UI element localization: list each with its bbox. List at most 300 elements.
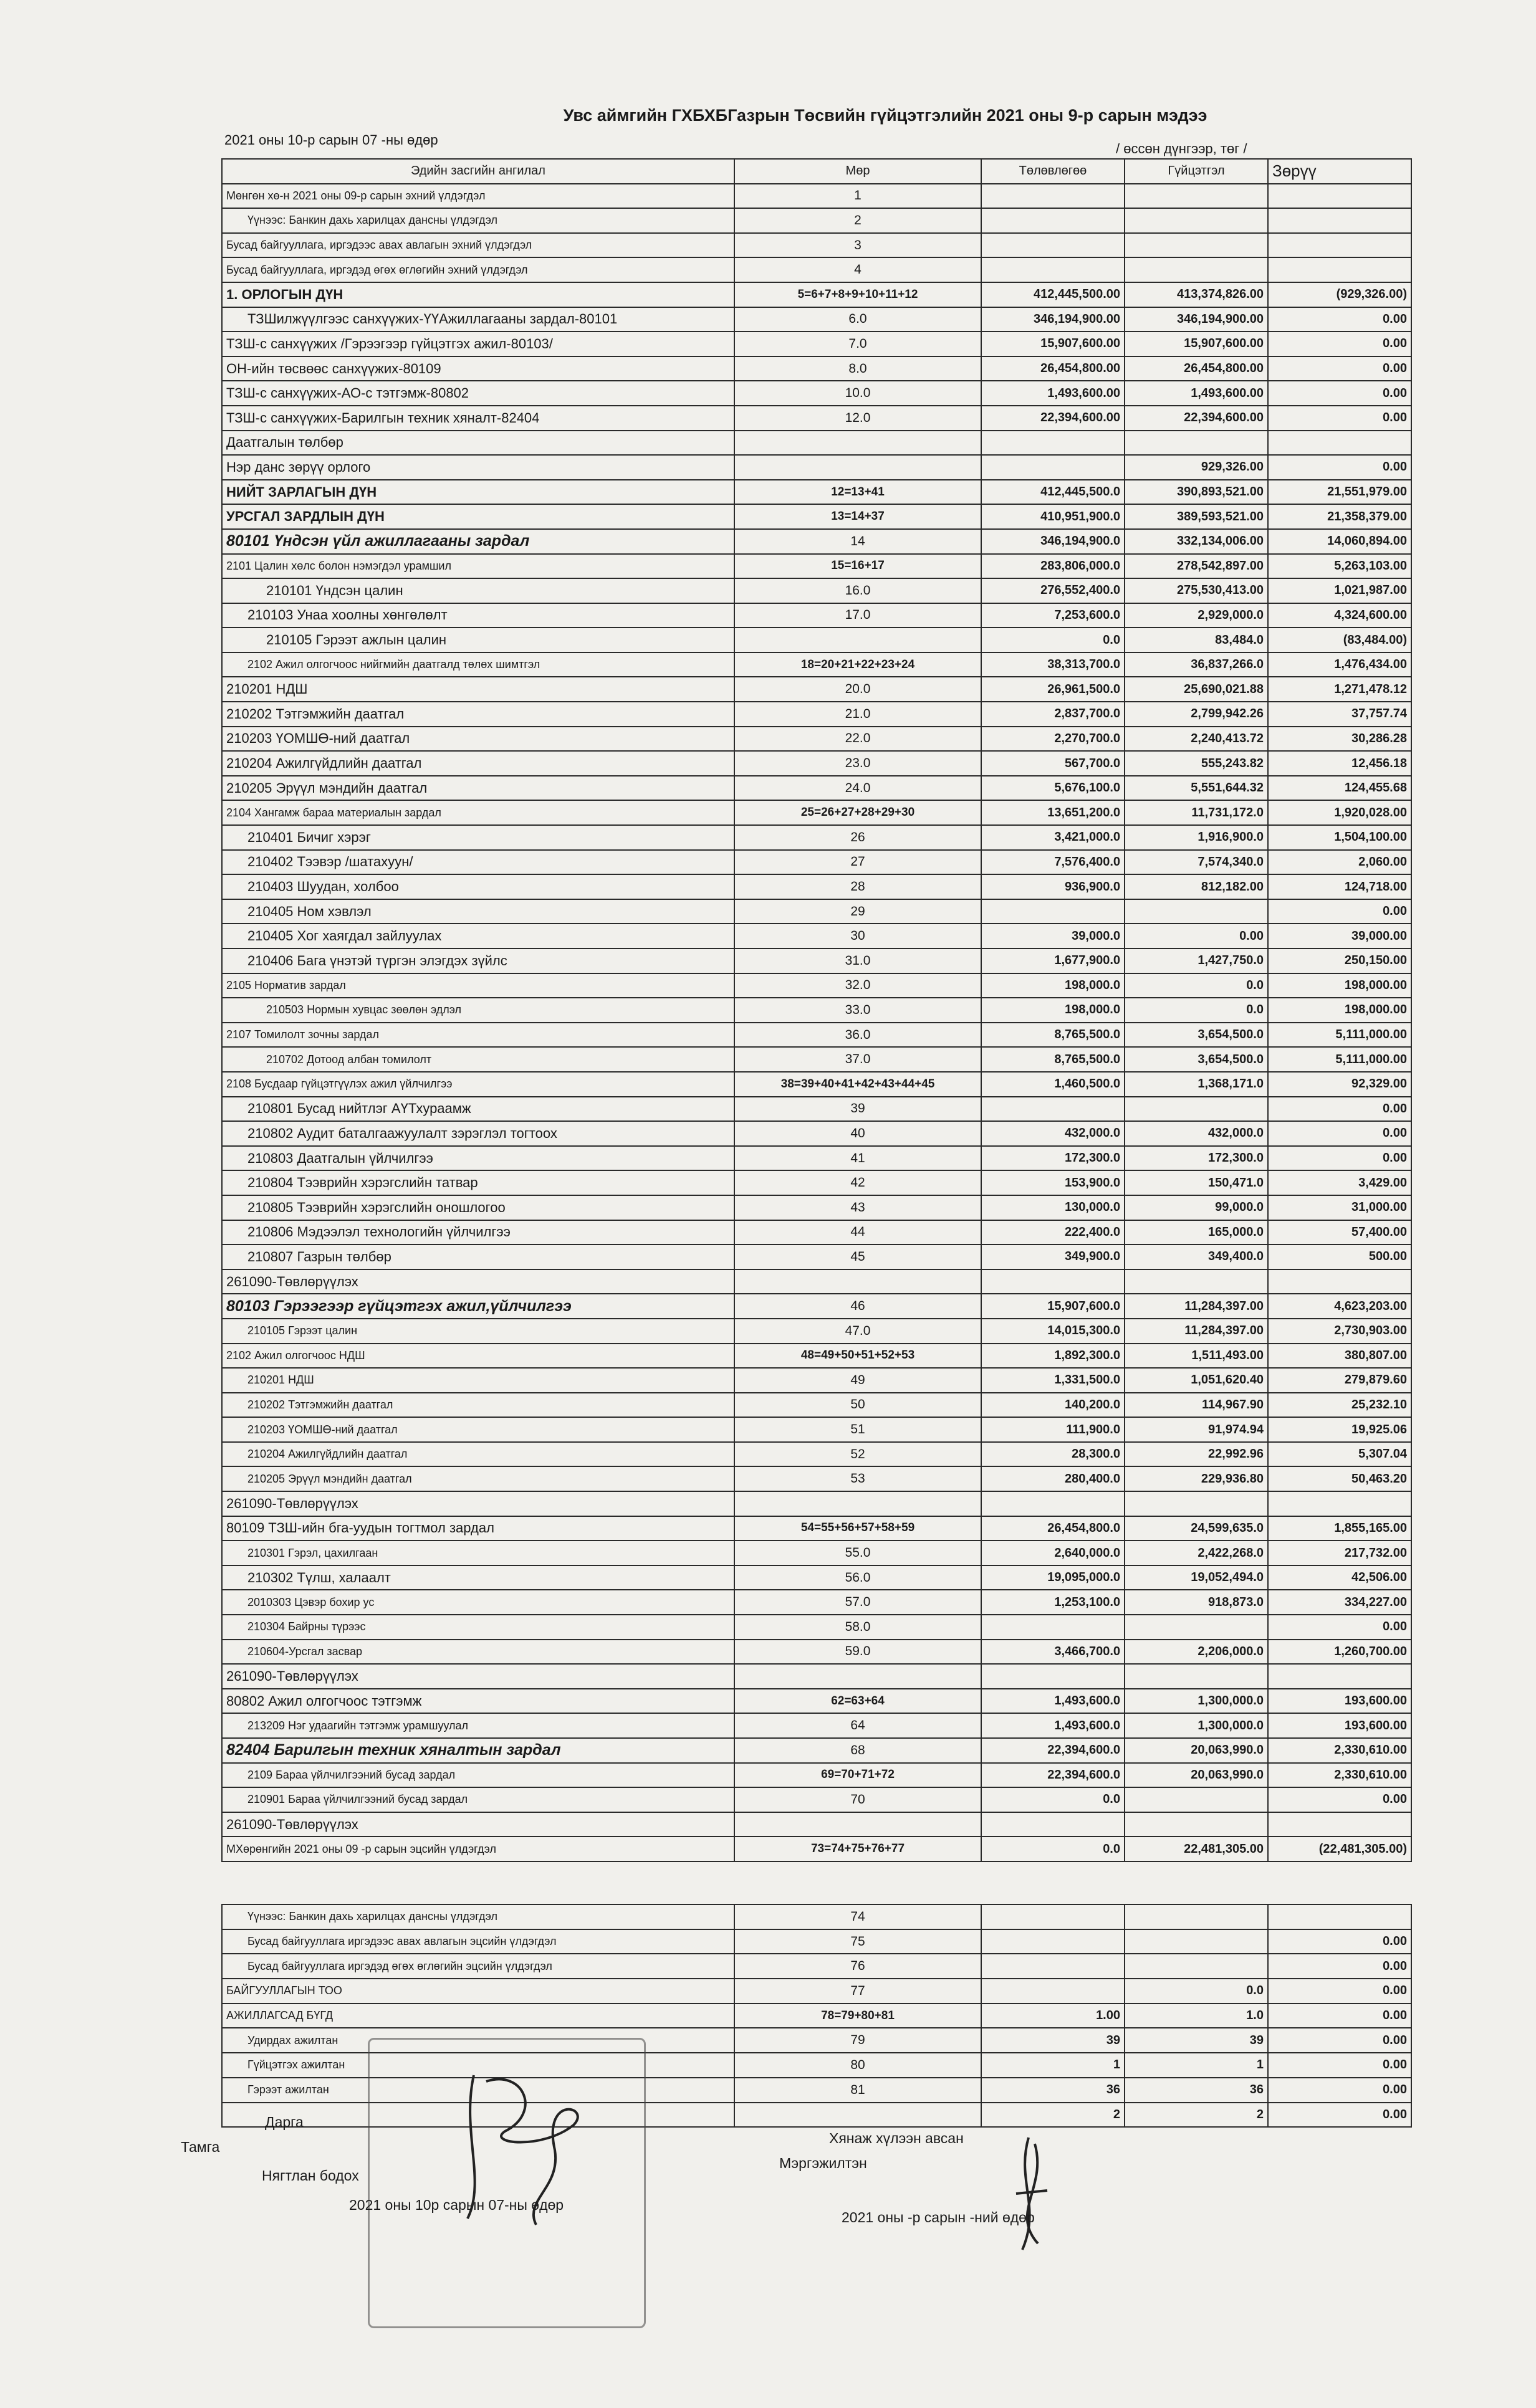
- cell-diff: 193,600.00: [1268, 1713, 1411, 1738]
- cell-row: 21.0: [734, 702, 981, 727]
- table-row: [222, 702, 1411, 727]
- cell-row: 46: [734, 1294, 981, 1319]
- cell-plan: 280,400.0: [981, 1466, 1125, 1491]
- cell-row: 70: [734, 1787, 981, 1812]
- cell-row: 51: [734, 1417, 981, 1442]
- table-row: [222, 628, 1411, 652]
- cell-diff: 217,732.00: [1268, 1541, 1411, 1565]
- cell-row: 33.0: [734, 998, 981, 1023]
- cell-diff: 4,324,600.00: [1268, 603, 1411, 628]
- cell-plan: 1.00: [981, 2004, 1125, 2028]
- cell-plan: 26,454,800.0: [981, 1516, 1125, 1541]
- cell-diff: 5,307.04: [1268, 1442, 1411, 1467]
- cell-actual: 25,690,021.88: [1125, 677, 1268, 702]
- cell-category: Үүнээс: Банкин дахь харилцах дансны үлдэгдэл: [222, 208, 734, 233]
- cell-actual: 36: [1125, 2078, 1268, 2103]
- budget-table: [221, 158, 1412, 1862]
- cell-row: 39: [734, 1097, 981, 1122]
- cell-diff: 57,400.00: [1268, 1220, 1411, 1245]
- cell-actual: [1125, 1904, 1268, 1929]
- cell-diff: 2,330,610.00: [1268, 1763, 1411, 1788]
- table-row: [222, 850, 1411, 875]
- cell-plan: 1,253,100.0: [981, 1590, 1125, 1615]
- table-row: [222, 677, 1411, 702]
- cell-category: 210805 Тээврийн хэрэгслийн оношлогоо: [222, 1195, 734, 1220]
- cell-category: 210702 Дотоод албан томилолт: [222, 1047, 734, 1072]
- cell-plan: 198,000.0: [981, 973, 1125, 998]
- cell-row: [734, 455, 981, 480]
- cell-row: 78=79+80+81: [734, 2004, 981, 2028]
- cell-category: НИЙТ ЗАРЛАГЫН ДҮН: [222, 480, 734, 505]
- cell-plan: 3,421,000.0: [981, 825, 1125, 850]
- cell-actual: 0.0: [1125, 998, 1268, 1023]
- cell-diff: 1,021,987.00: [1268, 578, 1411, 603]
- cell-diff: [1268, 1491, 1411, 1516]
- cell-row: 62=63+64: [734, 1689, 981, 1714]
- cell-actual: [1125, 1954, 1268, 1979]
- cell-actual: [1125, 1491, 1268, 1516]
- cell-plan: 0.0: [981, 628, 1125, 652]
- cell-plan: 22,394,600.00: [981, 406, 1125, 431]
- cell-plan: 1,892,300.0: [981, 1344, 1125, 1369]
- cell-plan: 15,907,600.0: [981, 1294, 1125, 1319]
- cell-category: 210405 Хог хаягдал зайлуулах: [222, 924, 734, 948]
- table-row: [222, 1220, 1411, 1245]
- cell-actual: 36,837,266.0: [1125, 652, 1268, 677]
- cell-diff: 198,000.00: [1268, 998, 1411, 1023]
- cell-diff: 12,456.18: [1268, 751, 1411, 776]
- table-row: [222, 356, 1411, 381]
- cell-row: 49: [734, 1368, 981, 1393]
- cell-plan: 36: [981, 2078, 1125, 2103]
- cell-plan: 346,194,900.00: [981, 307, 1125, 332]
- table-row: [222, 924, 1411, 948]
- cell-diff: [1268, 208, 1411, 233]
- table-row: [222, 948, 1411, 973]
- table-row: [222, 1929, 1411, 1954]
- cell-plan: 39,000.0: [981, 924, 1125, 948]
- cell-diff: 14,060,894.00: [1268, 529, 1411, 554]
- table-row: [222, 825, 1411, 850]
- cell-row: 68: [734, 1738, 981, 1763]
- cell-diff: 0.00: [1268, 381, 1411, 406]
- cell-plan: 2,837,700.0: [981, 702, 1125, 727]
- table-row: [222, 1097, 1411, 1122]
- cell-diff: 0.00: [1268, 1954, 1411, 1979]
- cell-row: 38=39+40+41+42+43+44+45: [734, 1072, 981, 1097]
- cell-actual: 229,936.80: [1125, 1466, 1268, 1491]
- cell-row: [734, 628, 981, 652]
- cell-row: 4: [734, 257, 981, 282]
- cell-actual: 2,799,942.26: [1125, 702, 1268, 727]
- cell-category: 210203 ҮОМШӨ-ний даатгал: [222, 727, 734, 752]
- cell-plan: [981, 208, 1125, 233]
- cell-plan: 1,493,600.0: [981, 1689, 1125, 1714]
- cell-category: 210806 Мэдээлэл технологийн үйлчилгээ: [222, 1220, 734, 1245]
- cell-category: 210205 Эрүүл мэндийн даатгал: [222, 776, 734, 801]
- cell-category: 210203 ҮОМШӨ-ний даатгал: [222, 1417, 734, 1442]
- table-row: [222, 1245, 1411, 1269]
- table-row: [222, 381, 1411, 406]
- table-row: [222, 1466, 1411, 1491]
- cell-plan: 276,552,400.0: [981, 578, 1125, 603]
- cell-diff: 500.00: [1268, 1245, 1411, 1269]
- cell-category: 210304 Байрны түрээс: [222, 1615, 734, 1640]
- cell-category: 210604-Урсгал засвар: [222, 1640, 734, 1665]
- signature-specialist: [991, 2131, 1066, 2256]
- cell-actual: 1,427,750.0: [1125, 948, 1268, 973]
- cell-actual: 0.0: [1125, 973, 1268, 998]
- cell-category: 2102 Ажил олгогчоос нийгмийн даатгалд төлөх шимтгэл: [222, 652, 734, 677]
- cell-diff: [1268, 233, 1411, 258]
- cell-row: 20.0: [734, 677, 981, 702]
- cell-category: 2108 Бусдаар гүйцэтгүүлэх ажил үйлчилгээ: [222, 1072, 734, 1097]
- table-row: [222, 406, 1411, 431]
- unit-note: / өссөн дүнгээр, төг /: [1116, 141, 1247, 156]
- cell-category: 210204 Ажилгүйдлийн даатгал: [222, 1442, 734, 1467]
- cell-plan: [981, 1904, 1125, 1929]
- cell-diff: 334,227.00: [1268, 1590, 1411, 1615]
- cell-plan: 410,951,900.0: [981, 504, 1125, 529]
- cell-plan: 172,300.0: [981, 1146, 1125, 1171]
- cell-category: Бусад байгууллага, иргэдэд өгөх өглөгийн эхний үлдэгдэл: [222, 257, 734, 282]
- cell-category: 210201 НДШ: [222, 677, 734, 702]
- cell-diff: (83,484.00): [1268, 628, 1411, 652]
- cell-category: Нэр данс зөрүү орлого: [222, 455, 734, 480]
- cell-row: 40: [734, 1121, 981, 1146]
- table-row: [222, 1837, 1411, 1861]
- cell-category: 210205 Эрүүл мэндийн даатгал: [222, 1466, 734, 1491]
- table-row: [222, 307, 1411, 332]
- cell-category: 1. ОРЛОГЫН ДҮН: [222, 282, 734, 307]
- cell-plan: [981, 899, 1125, 924]
- cell-actual: 24,599,635.0: [1125, 1516, 1268, 1541]
- col-header-plan: Төлөвлөгөө: [981, 159, 1125, 184]
- cell-actual: 390,893,521.00: [1125, 480, 1268, 505]
- table-row: [222, 282, 1411, 307]
- cell-row: 47.0: [734, 1319, 981, 1344]
- cell-actual: 432,000.0: [1125, 1121, 1268, 1146]
- cell-diff: 0.00: [1268, 1146, 1411, 1171]
- cell-plan: 198,000.0: [981, 998, 1125, 1023]
- cell-category: 261090-Төвлөрүүлэх: [222, 1269, 734, 1294]
- cell-category: Үүнээс: Банкин дахь харилцах дансны үлдэгдэл: [222, 1904, 734, 1929]
- cell-row: 41: [734, 1146, 981, 1171]
- cell-row: 23.0: [734, 751, 981, 776]
- cell-category: 213209 Нэг удаагийн тэтгэмж урамшуулал: [222, 1713, 734, 1738]
- cell-category: АЖИЛЛАГСАД БҮГД: [222, 2004, 734, 2028]
- sig-seal-label: Тамга: [181, 2139, 220, 2155]
- table-row: [222, 1442, 1411, 1467]
- table-row: [222, 776, 1411, 801]
- table-row: [222, 1047, 1411, 1072]
- cell-plan: [981, 1664, 1125, 1689]
- cell-row: 56.0: [734, 1565, 981, 1590]
- cell-row: 57.0: [734, 1590, 981, 1615]
- cell-row: [734, 2103, 981, 2128]
- report-title: Увс аймгийн ГХБХБГазрын Төсвийн гүйцэтгэлийн 2021 оны 9-р сарын мэдээ: [563, 106, 1207, 125]
- cell-category: 2107 Томилолт зочны зардал: [222, 1023, 734, 1048]
- cell-actual: 332,134,006.00: [1125, 529, 1268, 554]
- cell-row: 26: [734, 825, 981, 850]
- cell-diff: 124,455.68: [1268, 776, 1411, 801]
- cell-category: 82404 Барилгын техник хяналтын зардал: [222, 1738, 734, 1763]
- table-row: [222, 1763, 1411, 1788]
- cell-row: 52: [734, 1442, 981, 1467]
- cell-row: 16.0: [734, 578, 981, 603]
- sig-head-label: Дарга: [265, 2114, 304, 2130]
- table-row: [222, 1023, 1411, 1048]
- cell-plan: 15,907,600.00: [981, 332, 1125, 356]
- cell-category: 210202 Тэтгэмжийн даатгал: [222, 1393, 734, 1418]
- cell-plan: [981, 1491, 1125, 1516]
- cell-actual: 1,511,493.00: [1125, 1344, 1268, 1369]
- cell-actual: 1,916,900.0: [1125, 825, 1268, 850]
- cell-diff: 0.00: [1268, 2053, 1411, 2078]
- table-row: [222, 529, 1411, 554]
- cell-row: 12=13+41: [734, 480, 981, 505]
- cell-row: 17.0: [734, 603, 981, 628]
- table-row: [222, 1954, 1411, 1979]
- cell-actual: [1125, 1097, 1268, 1122]
- col-header-category: Эдийн засгийн ангилал: [222, 159, 734, 184]
- table-row: [222, 554, 1411, 579]
- cell-diff: 4,623,203.00: [1268, 1294, 1411, 1319]
- cell-diff: 0.00: [1268, 1929, 1411, 1954]
- sig-received-label: Хянаж хүлээн авсан: [829, 2130, 964, 2146]
- cell-diff: 5,263,103.00: [1268, 554, 1411, 579]
- table-row: [222, 1417, 1411, 1442]
- cell-plan: 22,394,600.0: [981, 1738, 1125, 1763]
- cell-plan: 2,270,700.0: [981, 727, 1125, 752]
- cell-row: 58.0: [734, 1615, 981, 1640]
- cell-row: 13=14+37: [734, 504, 981, 529]
- table-row: [222, 1713, 1411, 1738]
- cell-category: 210105 Гэрээт цалин: [222, 1319, 734, 1344]
- cell-plan: 2,640,000.0: [981, 1541, 1125, 1565]
- table-row: [222, 1294, 1411, 1319]
- cell-diff: 0.00: [1268, 2078, 1411, 2103]
- cell-row: 64: [734, 1713, 981, 1738]
- cell-plan: 283,806,000.0: [981, 554, 1125, 579]
- cell-row: 55.0: [734, 1541, 981, 1565]
- cell-diff: 1,476,434.00: [1268, 652, 1411, 677]
- cell-row: 69=70+71+72: [734, 1763, 981, 1788]
- cell-row: 43: [734, 1195, 981, 1220]
- cell-category: 210204 Ажилгүйдлийн даатгал: [222, 751, 734, 776]
- cell-actual: 1.0: [1125, 2004, 1268, 2028]
- cell-diff: 5,111,000.00: [1268, 1023, 1411, 1048]
- table-row: [222, 1904, 1411, 1929]
- col-header-actual: Гүйцэтгэл: [1125, 159, 1268, 184]
- cell-diff: 21,358,379.00: [1268, 504, 1411, 529]
- cell-plan: 1,460,500.0: [981, 1072, 1125, 1097]
- cell-diff: 50,463.20: [1268, 1466, 1411, 1491]
- cell-row: 8.0: [734, 356, 981, 381]
- cell-category: УРСГАЛ ЗАРДЛЫН ДҮН: [222, 504, 734, 529]
- cell-actual: 26,454,800.00: [1125, 356, 1268, 381]
- cell-category: 210202 Тэтгэмжийн даатгал: [222, 702, 734, 727]
- cell-category: Гүйцэтгэх ажилтан: [222, 2053, 734, 2078]
- cell-diff: [1268, 1812, 1411, 1837]
- cell-row: 2: [734, 208, 981, 233]
- cell-diff: 5,111,000.00: [1268, 1047, 1411, 1072]
- cell-category: 210503 Нормын хувцас зөөлөн эдлэл: [222, 998, 734, 1023]
- cell-plan: 8,765,500.0: [981, 1047, 1125, 1072]
- cell-category: Удирдах ажилтан: [222, 2028, 734, 2053]
- cell-category: 2104 Хангамж бараа материалын зардал: [222, 800, 734, 825]
- cell-actual: [1125, 431, 1268, 456]
- cell-actual: [1125, 1787, 1268, 1812]
- table-row: [222, 1979, 1411, 2004]
- cell-diff: 0.00: [1268, 2103, 1411, 2128]
- table-row: [222, 2004, 1411, 2028]
- cell-actual: 1,051,620.40: [1125, 1368, 1268, 1393]
- cell-category: Даатгалын төлбөр: [222, 431, 734, 456]
- cell-plan: 346,194,900.0: [981, 529, 1125, 554]
- cell-diff: [1268, 257, 1411, 282]
- cell-diff: 0.00: [1268, 1787, 1411, 1812]
- cell-category: 2102 Ажил олгогчоос НДШ: [222, 1344, 734, 1369]
- table-row: [222, 1269, 1411, 1294]
- cell-diff: 0.00: [1268, 2028, 1411, 2053]
- table-row: [222, 1689, 1411, 1714]
- cell-category: 261090-Төвлөрүүлэх: [222, 1491, 734, 1516]
- cell-plan: [981, 184, 1125, 209]
- table-row: [222, 1072, 1411, 1097]
- cell-plan: 2: [981, 2103, 1125, 2128]
- cell-actual: 11,284,397.00: [1125, 1319, 1268, 1344]
- cell-row: 28: [734, 874, 981, 899]
- cell-row: [734, 1812, 981, 1837]
- table-row: [222, 257, 1411, 282]
- cell-category: Бусад байгууллага иргэдэд өгөх өглөгийн эцсийн үлдэгдэл: [222, 1954, 734, 1979]
- cell-category: 210103 Унаа хоолны хөнгөлөлт: [222, 603, 734, 628]
- cell-category: ТЗШилжүүлгээс санхүүжих-ҮҮАжиллагааны зардал-80101: [222, 307, 734, 332]
- cell-actual: 99,000.0: [1125, 1195, 1268, 1220]
- cell-category: 210405 Ном хэвлэл: [222, 899, 734, 924]
- cell-row: [734, 1664, 981, 1689]
- cell-actual: 2,240,413.72: [1125, 727, 1268, 752]
- cell-diff: 0.00: [1268, 455, 1411, 480]
- cell-category: ТЗШ-с санхүүжих /Гэрээгээр гүйцэтгэх ажил-80103/: [222, 332, 734, 356]
- table-row: [222, 1812, 1411, 1837]
- table-row: [222, 184, 1411, 209]
- cell-row: 79: [734, 2028, 981, 2053]
- cell-category: Бусад байгууллага, иргэдээс авах авлагын эхний үлдэгдэл: [222, 233, 734, 258]
- table-row: [222, 1541, 1411, 1565]
- cell-actual: 3,654,500.0: [1125, 1047, 1268, 1072]
- cell-diff: 279,879.60: [1268, 1368, 1411, 1393]
- cell-diff: 31,000.00: [1268, 1195, 1411, 1220]
- cell-row: 25=26+27+28+29+30: [734, 800, 981, 825]
- cell-category: ТЗШ-с санхүүжих-АО-с тэтгэмж-80802: [222, 381, 734, 406]
- table-row: [222, 504, 1411, 529]
- table-row: [222, 1664, 1411, 1689]
- cell-plan: [981, 455, 1125, 480]
- cell-diff: 380,807.00: [1268, 1344, 1411, 1369]
- cell-diff: 198,000.00: [1268, 973, 1411, 998]
- cell-category: 80802 Ажил олгогчоос тэтгэмж: [222, 1689, 734, 1714]
- cell-category: 210406 Бага үнэтэй түргэн элэгдэх зүйлс: [222, 948, 734, 973]
- cell-plan: [981, 1812, 1125, 1837]
- table-row: [222, 1615, 1411, 1640]
- cell-actual: 413,374,826.00: [1125, 282, 1268, 307]
- cell-actual: 20,063,990.0: [1125, 1763, 1268, 1788]
- table-row: [222, 751, 1411, 776]
- cell-actual: 2,929,000.0: [1125, 603, 1268, 628]
- cell-row: 10.0: [734, 381, 981, 406]
- cell-category: 210801 Бусад нийтлэг АҮТхураамж: [222, 1097, 734, 1122]
- table-row: [222, 874, 1411, 899]
- cell-actual: [1125, 184, 1268, 209]
- cell-actual: 1: [1125, 2053, 1268, 2078]
- cell-plan: 28,300.0: [981, 1442, 1125, 1467]
- cell-actual: 22,394,600.00: [1125, 406, 1268, 431]
- cell-row: 31.0: [734, 948, 981, 973]
- cell-actual: 1,300,000.0: [1125, 1689, 1268, 1714]
- table-row: [222, 233, 1411, 258]
- cell-plan: 3,466,700.0: [981, 1640, 1125, 1665]
- cell-category: 210402 Тээвэр /шатахуун/: [222, 850, 734, 875]
- cell-category: 210803 Даатгалын үйлчилгээ: [222, 1146, 734, 1171]
- cell-diff: 0.00: [1268, 1097, 1411, 1122]
- cell-plan: 1,331,500.0: [981, 1368, 1125, 1393]
- cell-plan: [981, 257, 1125, 282]
- cell-row: 29: [734, 899, 981, 924]
- cell-diff: [1268, 1664, 1411, 1689]
- cell-row: 5=6+7+8+9+10+11+12: [734, 282, 981, 307]
- cell-row: 44: [734, 1220, 981, 1245]
- cell-actual: 278,542,897.00: [1125, 554, 1268, 579]
- cell-diff: 42,506.00: [1268, 1565, 1411, 1590]
- cell-actual: 172,300.0: [1125, 1146, 1268, 1171]
- cell-category: 210403 Шуудан, холбоо: [222, 874, 734, 899]
- cell-actual: 2,206,000.0: [1125, 1640, 1268, 1665]
- cell-plan: 936,900.0: [981, 874, 1125, 899]
- cell-plan: [981, 233, 1125, 258]
- cell-row: 59.0: [734, 1640, 981, 1665]
- cell-category: БАЙГУУЛЛАГЫН ТОО: [222, 1979, 734, 2004]
- table-row: [222, 1170, 1411, 1195]
- cell-row: 36.0: [734, 1023, 981, 1048]
- cell-row: 30: [734, 924, 981, 948]
- cell-category: Гэрээт ажилтан: [222, 2078, 734, 2103]
- cell-actual: [1125, 1929, 1268, 1954]
- cell-category: 2010303 Цэвэр бохир ус: [222, 1590, 734, 1615]
- cell-diff: 0.00: [1268, 1979, 1411, 2004]
- cell-row: 1: [734, 184, 981, 209]
- cell-plan: 8,765,500.0: [981, 1023, 1125, 1048]
- cell-plan: 0.0: [981, 1837, 1125, 1861]
- cell-row: 32.0: [734, 973, 981, 998]
- cell-actual: 83,484.0: [1125, 628, 1268, 652]
- cell-actual: 2,422,268.0: [1125, 1541, 1268, 1565]
- cell-actual: [1125, 233, 1268, 258]
- cell-category: 210807 Газрын төлбөр: [222, 1245, 734, 1269]
- cell-diff: 250,150.00: [1268, 948, 1411, 973]
- cell-plan: 567,700.0: [981, 751, 1125, 776]
- cell-actual: 19,052,494.0: [1125, 1565, 1268, 1590]
- table-row: [222, 455, 1411, 480]
- cell-actual: 3,654,500.0: [1125, 1023, 1268, 1048]
- cell-plan: 1: [981, 2053, 1125, 2078]
- cell-diff: [1268, 184, 1411, 209]
- cell-actual: 91,974.94: [1125, 1417, 1268, 1442]
- cell-plan: 38,313,700.0: [981, 652, 1125, 677]
- cell-row: [734, 1491, 981, 1516]
- table-row: [222, 1121, 1411, 1146]
